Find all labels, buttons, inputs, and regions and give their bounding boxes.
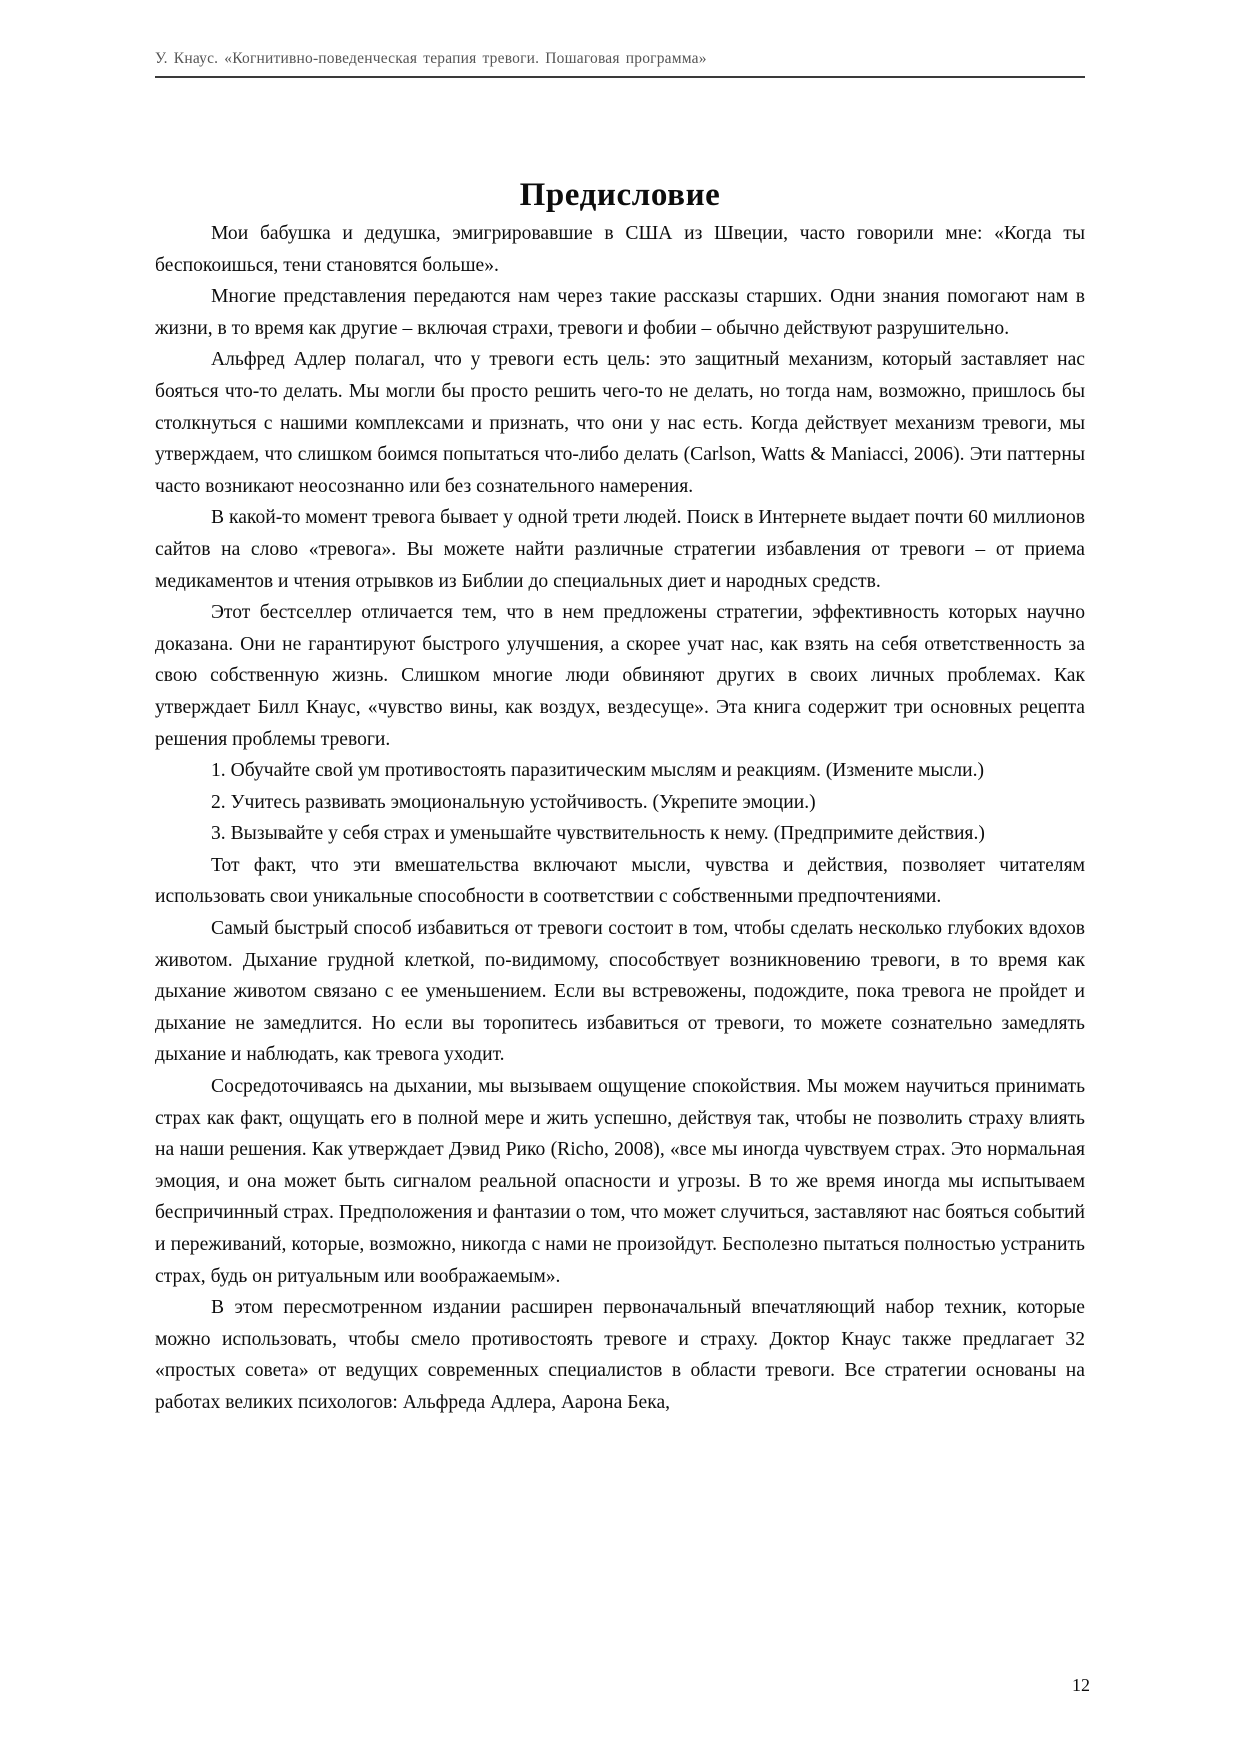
- header-divider: [155, 76, 1085, 78]
- numbered-list-item-2: 2. Учитесь развивать эмоциональную устойчивость. (Укрепите эмоции.): [211, 791, 816, 813]
- paragraph: Сосредоточиваясь на дыхании, мы вызываем ощущение спокойствия. Мы можем научиться принимать страх как факт, ощущать его в полной мере и жить успешно, действуя так, чтобы не позволить страху влиять на наши решения. Как утверждает Дэвид Рико (Richo, 2008), «все мы иногда чувствуем страх. Это нормальная эмоция, и она может быть сигналом реальной опасности и угрозы. В то же время иногда мы испытываем беспричинный страх. Предположения и фантазии о том, что может случиться, заставляют нас бояться событий и переживаний, которые, возможно, никогда с нами не произойдут. Бесполезно пытаться полностью устранить страх, будь он ритуальным или воображаемым».: [155, 1076, 1085, 1287]
- page-number: 12: [1072, 1675, 1090, 1695]
- paragraph: Самый быстрый способ избавиться от тревоги состоит в том, чтобы сделать несколько глубоких вдохов животом. Дыхание грудной клеткой, по-видимому, способствует возникновению тревоги, в то время как дыхание животом связано с ее уменьшением. Если вы встревожены, подождите, пока тревога не пройдет и дыхание не замедлится. Но если вы торопитесь избавиться от тревоги, то можете сознательно замедлять дыхание и наблюдать, как тревога уходит.: [155, 918, 1085, 1066]
- page-title: Предисловие: [519, 177, 721, 214]
- running-head: [155, 50, 1085, 68]
- paragraph: В этом пересмотренном издании расширен первоначальный впечатляющий набор техник, которые можно использовать, чтобы смело противостоять тревоге и страху. Доктор Кнаус также предлагает 32 «простых совета» от ведущих современных специалистов в области тревоги. Все стратегии основаны на работах великих психологов: Альфреда Адлера, Аарона Бека,: [155, 1297, 1085, 1413]
- paragraph: Многие представления передаются нам через такие рассказы старших. Одни знания помогают нам в жизни, в то время как другие – включая страхи, тревоги и фобии – обычно действуют разрушительно.: [155, 286, 1085, 339]
- numbered-list-item-3: 3. Вызывайте у себя страх и уменьшайте чувствительность к нему. (Предпримите действия.): [211, 823, 985, 845]
- numbered-list-item-1: 1. Обучайте свой ум противостоять паразитическим мыслям и реакциям. (Измените мысли.): [211, 760, 985, 782]
- paragraph: В какой-то момент тревога бывает у одной трети людей. Поиск в Интернете выдает почти 60 миллионов сайтов на слово «тревога». Вы можете найти различные стратегии избавления от тревоги – от приема медикаментов и чтения отрывков из Библии до специальных диет и народных средств.: [155, 507, 1085, 592]
- running-head-text: У. Кнаус. «Когнитивно-поведенческая терапия тревоги. Пошаговая программа»: [155, 50, 707, 67]
- paragraph: Этот бестселлер отличается тем, что в нем предложены стратегии, эффективность которых научно доказана. Они не гарантируют быстрого улучшения, а скорее учат нас, как взять на себя ответственность за свою собственную жизнь. Слишком многие люди обвиняют других в своих личных проблемах. Как утверждает Билл Кнаус, «чувство вины, как воздух, вездесуще». Эта книга содержит три основных рецепта решения проблемы тревоги.: [155, 602, 1085, 750]
- paragraph: Мои бабушка и дедушка, эмигрировавшие в США из Швеции, часто говорили мне: «Когда ты беспокоишься, тени становятся больше».: [155, 223, 1085, 276]
- body-text-column: [155, 218, 1085, 1419]
- paragraph: Альфред Адлер полагал, что у тревоги есть цель: это защитный механизм, который заставляет нас бояться что-то делать. Мы могли бы просто решить чего-то не делать, но тогда нам, возможно, пришлось бы столкнуться с нашими комплексами и признать, что они у нас есть. Когда действует механизм тревоги, мы утверждаем, что слишком боимся попытаться что-либо делать (Carlson, Watts & Maniacci, 2006). Эти паттерны часто возникают неосознанно или без сознательного намерения.: [155, 349, 1085, 497]
- paragraph: Тот факт, что эти вмешательства включают мысли, чувства и действия, позволяет читателям использовать свои уникальные способности в соответствии с собственными предпочтениями.: [155, 854, 1085, 908]
